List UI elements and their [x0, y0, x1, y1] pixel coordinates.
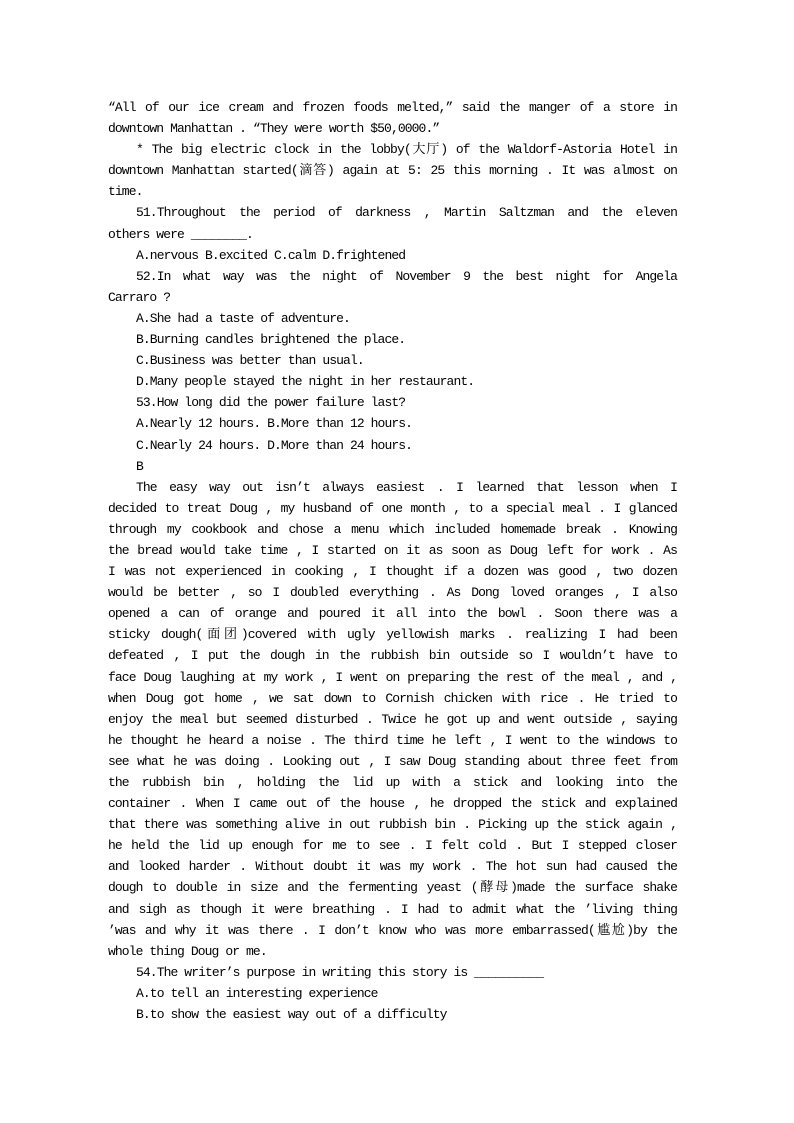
text-line: see what he was doing . Looking out , I saw Doug standing about three feet from [108, 753, 677, 769]
text-line: 53.How long did the power failure last? [136, 395, 406, 411]
text-line: 52.In what way was the night of November 9 the best night for Angela [136, 268, 677, 284]
text-line: ’was and why it was there . I don’t know who was more embarrassed(尴尬)by the [108, 922, 677, 938]
text-line: A.to tell an interesting experience [136, 985, 378, 1001]
text-line: dough to double in size and the fermenting yeast (酵母)made the surface shake [108, 880, 677, 896]
text-line: enjoy the meal but seemed disturbed . Twice he got up and went outside , saying [108, 711, 677, 727]
text-line: he thought he heard a noise . The third time he left , I went to the windows to [108, 732, 677, 748]
text-line: “All of our ice cream and frozen foods melted,” said the manger of a store in [108, 100, 677, 115]
text-line: * The big electric clock in the lobby(大厅) of the Waldorf-Astoria Hotel in [136, 142, 677, 158]
text-block [108, 97, 677, 1025]
text-line: A.Nearly 12 hours. B.More than 12 hours. [136, 416, 413, 432]
text-line: he held the lid up enough for me to see . I felt cold . But I stepped closer [108, 838, 677, 854]
text-line: B.to show the easiest way out of a difficulty [136, 1007, 447, 1023]
text-line: Carraro ? [108, 289, 171, 305]
text-line: A.nervous B.excited C.calm D.frightened [136, 247, 406, 263]
text-line: D.Many people stayed the night in her restaurant. [136, 374, 475, 390]
text-line: The easy way out isn’t always easiest . I learned that lesson when I [136, 479, 677, 495]
text-line: opened a can of orange and poured it all into the bowl . Soon there was a [108, 606, 677, 622]
text-line: downtown Manhattan . “They were worth $50,0000.” [108, 121, 440, 137]
text-line: 51.Throughout the period of darkness , Martin Saltzman and the eleven [136, 205, 677, 221]
text-line: the rubbish bin , holding the lid up with a stick and looking into the [108, 775, 677, 790]
text-line: that there was something alive in out rubbish bin . Picking up the stick again , [108, 817, 677, 833]
text-line: decided to treat Doug , my husband of one month , to a special meal . I glanced [108, 500, 677, 516]
text-line: and looked harder . Without doubt it was my work . The hot sun had caused the [108, 859, 677, 875]
text-line: face Doug laughing at my work , I went on preparing the rest of the meal , and , [108, 669, 677, 685]
text-line: would be better , so I doubled everything . As Dong loved oranges , I also [108, 585, 677, 601]
text-line: and sigh as though it were breathing . I had to admit what the ’living thing [108, 901, 677, 917]
text-line: sticky dough(面团)covered with ugly yellowish marks . realizing I had been [108, 627, 677, 643]
text-line: downtown Manhattan started(滴答) again at 5: 25 this morning . It was almost on [108, 163, 677, 179]
text-line: B [136, 458, 143, 474]
text-line: C.Business was better than usual. [136, 353, 364, 369]
text-line: through my cookbook and chose a menu which included homemade break . Knowing [108, 521, 677, 537]
text-line: 54.The writer’s purpose in writing this story is __________ [136, 964, 544, 980]
text-line: B.Burning candles brightened the place. [136, 332, 406, 348]
text-line: A.She had a taste of adventure. [136, 310, 350, 326]
text-line: I was not experienced in cooking , I thought if a dozen was good , two dozen [108, 564, 677, 580]
text-line: others were ________. [108, 226, 253, 242]
text-line: defeated , I put the dough in the rubbish bin outside so I wouldn’t have to [108, 648, 677, 664]
text-line: the bread would take time , I started on it as soon as Doug left for work . As [108, 542, 677, 558]
text-line: when Doug got home , we sat down to Cornish chicken with rice . He tried to [108, 690, 677, 706]
text-line: container . When I came out of the house , he dropped the stick and explained [108, 796, 677, 812]
text-line: time. [108, 184, 143, 200]
text-line: whole thing Doug or me. [108, 943, 267, 959]
text-line: C.Nearly 24 hours. D.More than 24 hours. [136, 437, 413, 453]
